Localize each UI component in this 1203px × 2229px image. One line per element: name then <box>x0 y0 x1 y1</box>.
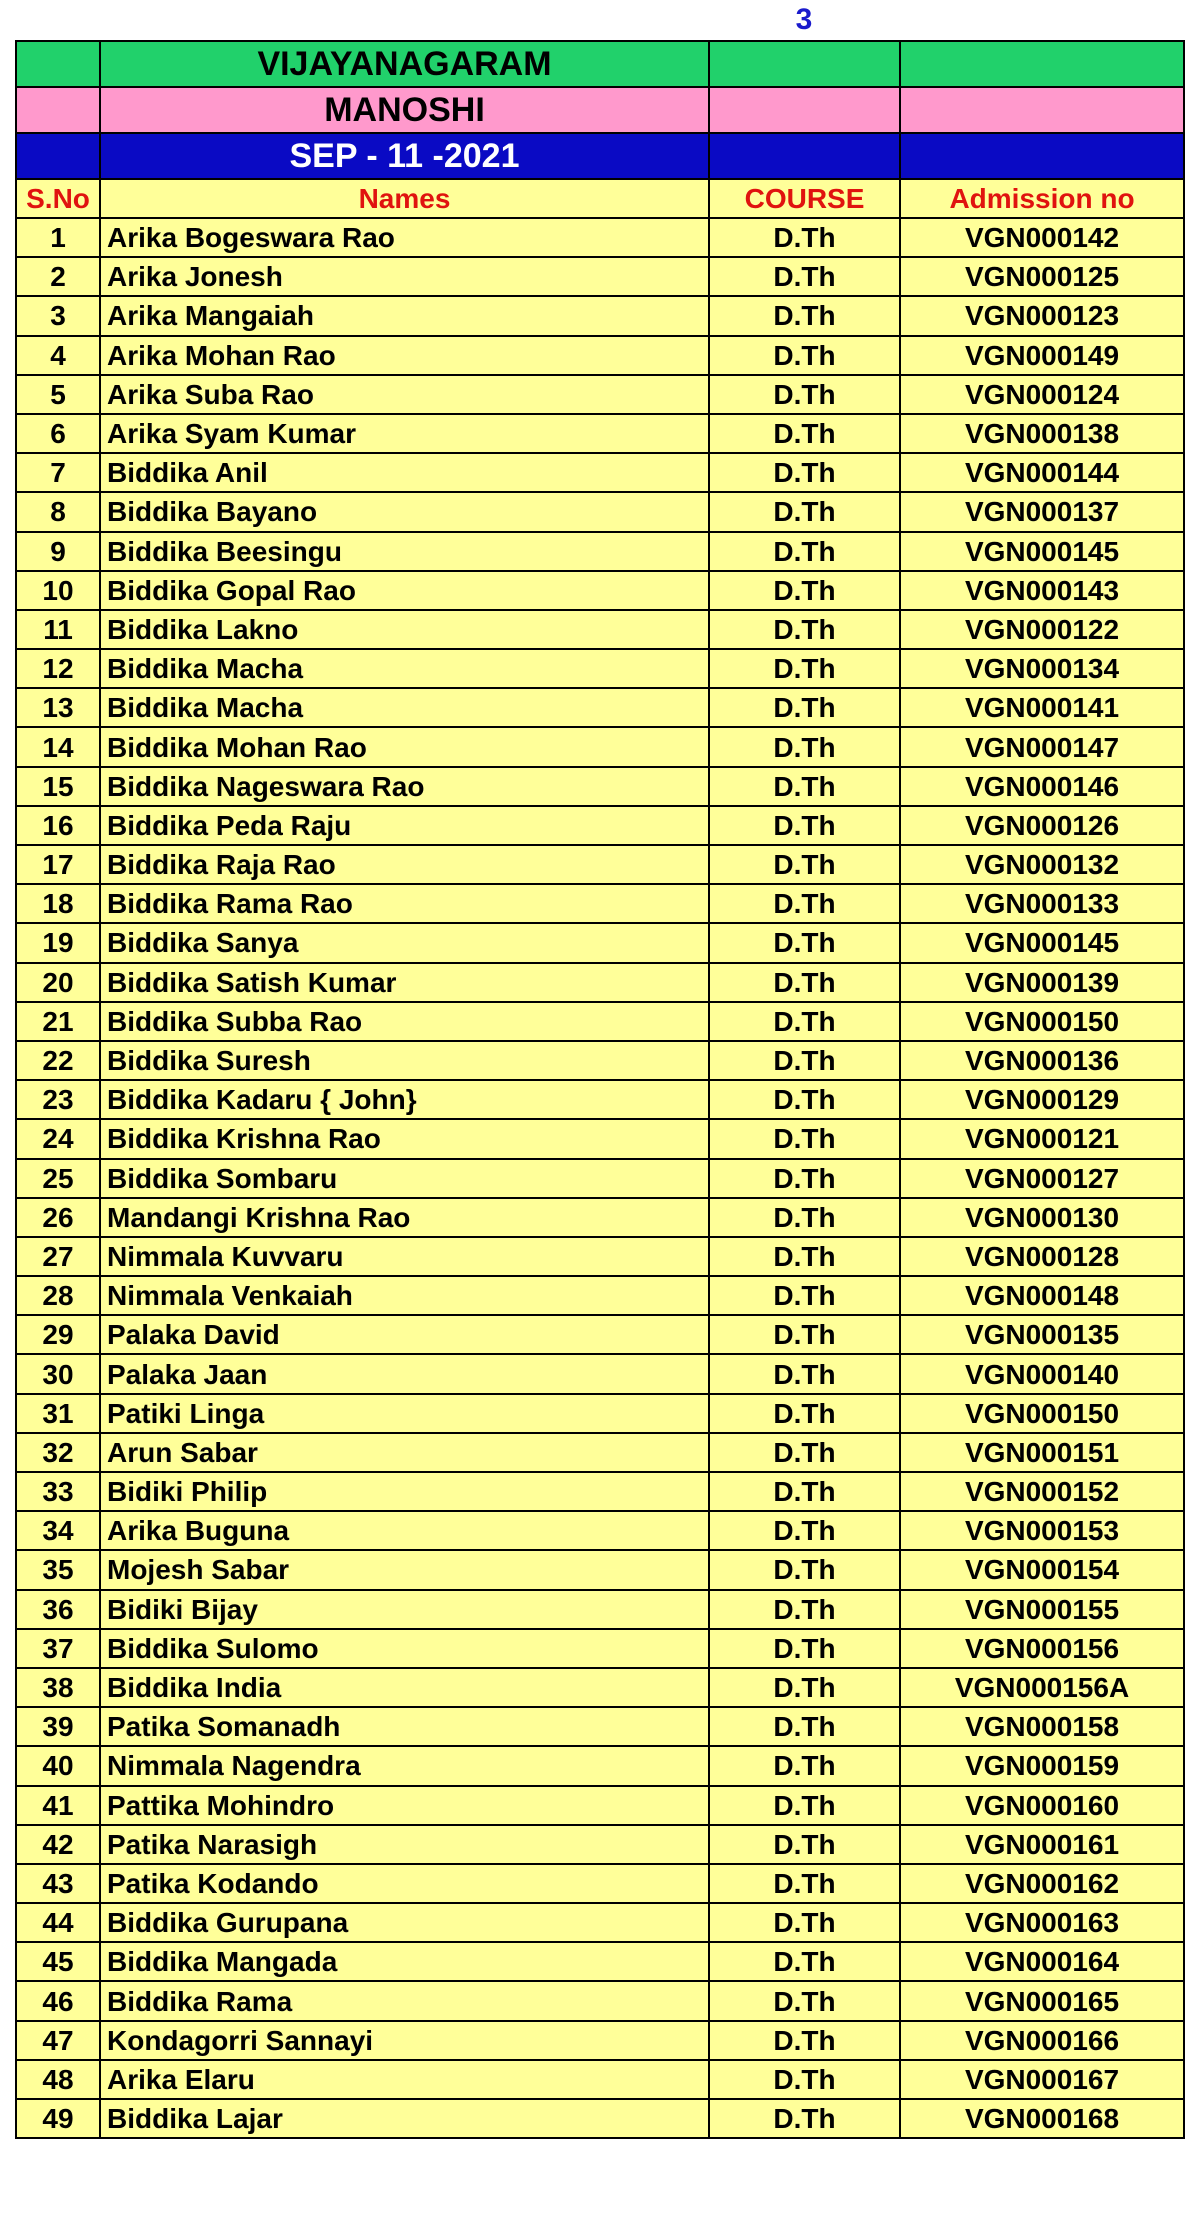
row-admission-no: VGN000156A <box>900 1668 1184 1707</box>
row-sno: 12 <box>16 649 100 688</box>
row-course: D.Th <box>709 884 900 923</box>
table-row <box>16 2099 1184 2138</box>
row-sno: 46 <box>16 1981 100 2020</box>
row-sno: 37 <box>16 1629 100 1668</box>
row-course: D.Th <box>709 1746 900 1785</box>
row-name: Biddika Satish Kumar <box>100 963 709 1002</box>
row-name: Mojesh Sabar <box>100 1550 709 1589</box>
row-name: Arika Bogeswara Rao <box>100 218 709 257</box>
table-row <box>16 688 1184 727</box>
row-course: D.Th <box>709 1198 900 1237</box>
table-row <box>16 1668 1184 1707</box>
table-row <box>16 923 1184 962</box>
date-title: SEP - 11 -2021 <box>100 133 709 179</box>
table-row <box>16 845 1184 884</box>
band-cell-empty <box>709 133 900 179</box>
row-sno: 6 <box>16 414 100 453</box>
row-course: D.Th <box>709 1041 900 1080</box>
row-sno: 15 <box>16 767 100 806</box>
row-sno: 33 <box>16 1472 100 1511</box>
column-header-name: Names <box>100 179 709 218</box>
row-name: Biddika Subba Rao <box>100 1002 709 1041</box>
row-course: D.Th <box>709 571 900 610</box>
row-course: D.Th <box>709 923 900 962</box>
row-sno: 11 <box>16 610 100 649</box>
row-name: Biddika Suresh <box>100 1041 709 1080</box>
row-sno: 23 <box>16 1080 100 1119</box>
row-admission-no: VGN000166 <box>900 2021 1184 2060</box>
row-sno: 43 <box>16 1864 100 1903</box>
row-admission-no: VGN000128 <box>900 1237 1184 1276</box>
table-row <box>16 336 1184 375</box>
row-admission-no: VGN000151 <box>900 1433 1184 1472</box>
row-course: D.Th <box>709 610 900 649</box>
village-band <box>16 87 1184 133</box>
student-table <box>15 40 1185 2139</box>
row-course: D.Th <box>709 1786 900 1825</box>
row-sno: 44 <box>16 1903 100 1942</box>
row-course: D.Th <box>709 257 900 296</box>
table-row <box>16 1433 1184 1472</box>
table-row <box>16 963 1184 1002</box>
row-name: Pattika Mohindro <box>100 1786 709 1825</box>
row-admission-no: VGN000158 <box>900 1707 1184 1746</box>
row-admission-no: VGN000125 <box>900 257 1184 296</box>
row-name: Bidiki Bijay <box>100 1590 709 1629</box>
row-sno: 32 <box>16 1433 100 1472</box>
row-sno: 28 <box>16 1276 100 1315</box>
row-name: Patika Kodando <box>100 1864 709 1903</box>
row-sno: 26 <box>16 1198 100 1237</box>
row-course: D.Th <box>709 727 900 766</box>
row-admission-no: VGN000153 <box>900 1511 1184 1550</box>
row-sno: 14 <box>16 727 100 766</box>
row-admission-no: VGN000150 <box>900 1002 1184 1041</box>
table-row <box>16 532 1184 571</box>
table-body <box>16 41 1184 2138</box>
row-name: Biddika Gurupana <box>100 1903 709 1942</box>
row-admission-no: VGN000130 <box>900 1198 1184 1237</box>
row-admission-no: VGN000159 <box>900 1746 1184 1785</box>
row-course: D.Th <box>709 1707 900 1746</box>
row-course: D.Th <box>709 1354 900 1393</box>
row-course: D.Th <box>709 1825 900 1864</box>
row-name: Arika Mohan Rao <box>100 336 709 375</box>
table-row <box>16 218 1184 257</box>
table-row <box>16 767 1184 806</box>
band-cell-empty <box>709 87 900 133</box>
row-course: D.Th <box>709 1629 900 1668</box>
row-name: Biddika Sombaru <box>100 1159 709 1198</box>
row-name: Biddika Rama Rao <box>100 884 709 923</box>
row-admission-no: VGN000163 <box>900 1903 1184 1942</box>
row-sno: 48 <box>16 2060 100 2099</box>
row-name: Nimmala Kuvvaru <box>100 1237 709 1276</box>
table-row <box>16 884 1184 923</box>
row-course: D.Th <box>709 1394 900 1433</box>
row-admission-no: VGN000154 <box>900 1550 1184 1589</box>
row-sno: 47 <box>16 2021 100 2060</box>
row-name: Arika Mangaiah <box>100 296 709 335</box>
band-cell-empty <box>16 133 100 179</box>
row-name: Biddika Anil <box>100 453 709 492</box>
table-row <box>16 806 1184 845</box>
row-admission-no: VGN000160 <box>900 1786 1184 1825</box>
row-sno: 34 <box>16 1511 100 1550</box>
row-course: D.Th <box>709 414 900 453</box>
band-cell-empty <box>16 41 100 87</box>
row-course: D.Th <box>709 1002 900 1041</box>
row-course: D.Th <box>709 806 900 845</box>
row-name: Biddika India <box>100 1668 709 1707</box>
row-sno: 8 <box>16 492 100 531</box>
table-row <box>16 1786 1184 1825</box>
row-course: D.Th <box>709 1864 900 1903</box>
row-course: D.Th <box>709 1903 900 1942</box>
row-name: Arun Sabar <box>100 1433 709 1472</box>
row-course: D.Th <box>709 1981 900 2020</box>
row-course: D.Th <box>709 492 900 531</box>
row-course: D.Th <box>709 1080 900 1119</box>
row-course: D.Th <box>709 963 900 1002</box>
table-row <box>16 571 1184 610</box>
row-admission-no: VGN000162 <box>900 1864 1184 1903</box>
table-row <box>16 649 1184 688</box>
table-row <box>16 375 1184 414</box>
row-sno: 40 <box>16 1746 100 1785</box>
row-admission-no: VGN000145 <box>900 532 1184 571</box>
row-admission-no: VGN000141 <box>900 688 1184 727</box>
row-sno: 25 <box>16 1159 100 1198</box>
row-course: D.Th <box>709 375 900 414</box>
band-cell-empty <box>900 87 1184 133</box>
row-admission-no: VGN000146 <box>900 767 1184 806</box>
table-row <box>16 2060 1184 2099</box>
row-admission-no: VGN000129 <box>900 1080 1184 1119</box>
table-row <box>16 1590 1184 1629</box>
row-sno: 9 <box>16 532 100 571</box>
row-sno: 7 <box>16 453 100 492</box>
row-name: Biddika Sanya <box>100 923 709 962</box>
row-admission-no: VGN000123 <box>900 296 1184 335</box>
row-name: Arika Suba Rao <box>100 375 709 414</box>
row-sno: 24 <box>16 1119 100 1158</box>
row-sno: 19 <box>16 923 100 962</box>
table-row <box>16 1315 1184 1354</box>
row-sno: 31 <box>16 1394 100 1433</box>
row-name: Biddika Bayano <box>100 492 709 531</box>
row-admission-no: VGN000127 <box>900 1159 1184 1198</box>
row-sno: 30 <box>16 1354 100 1393</box>
row-admission-no: VGN000165 <box>900 1981 1184 2020</box>
row-course: D.Th <box>709 2021 900 2060</box>
table-row <box>16 1119 1184 1158</box>
row-admission-no: VGN000161 <box>900 1825 1184 1864</box>
row-admission-no: VGN000145 <box>900 923 1184 962</box>
table-row <box>16 492 1184 531</box>
row-admission-no: VGN000126 <box>900 806 1184 845</box>
band-cell-empty <box>16 87 100 133</box>
row-admission-no: VGN000122 <box>900 610 1184 649</box>
row-name: Palaka Jaan <box>100 1354 709 1393</box>
row-course: D.Th <box>709 453 900 492</box>
table-row <box>16 1237 1184 1276</box>
table-row <box>16 1041 1184 1080</box>
row-name: Biddika Krishna Rao <box>100 1119 709 1158</box>
table-row <box>16 257 1184 296</box>
row-admission-no: VGN000156 <box>900 1629 1184 1668</box>
row-admission-no: VGN000135 <box>900 1315 1184 1354</box>
row-admission-no: VGN000136 <box>900 1041 1184 1080</box>
row-sno: 16 <box>16 806 100 845</box>
row-name: Kondagorri Sannayi <box>100 2021 709 2060</box>
table-row <box>16 727 1184 766</box>
column-header-course: COURSE <box>709 179 900 218</box>
row-sno: 21 <box>16 1002 100 1041</box>
row-name: Palaka David <box>100 1315 709 1354</box>
row-sno: 2 <box>16 257 100 296</box>
row-admission-no: VGN000147 <box>900 727 1184 766</box>
row-sno: 49 <box>16 2099 100 2138</box>
row-admission-no: VGN000132 <box>900 845 1184 884</box>
row-course: D.Th <box>709 2099 900 2138</box>
table-row <box>16 1080 1184 1119</box>
row-course: D.Th <box>709 296 900 335</box>
table-row <box>16 1629 1184 1668</box>
row-course: D.Th <box>709 218 900 257</box>
row-name: Biddika Mangada <box>100 1942 709 1981</box>
row-sno: 4 <box>16 336 100 375</box>
row-name: Arika Buguna <box>100 1511 709 1550</box>
table-row <box>16 1198 1184 1237</box>
row-admission-no: VGN000139 <box>900 963 1184 1002</box>
table-row <box>16 414 1184 453</box>
table-row <box>16 2021 1184 2060</box>
row-admission-no: VGN000167 <box>900 2060 1184 2099</box>
table-row <box>16 1159 1184 1198</box>
table-row <box>16 1981 1184 2020</box>
table-row <box>16 1707 1184 1746</box>
row-sno: 1 <box>16 218 100 257</box>
table-row <box>16 1864 1184 1903</box>
row-name: Patika Somanadh <box>100 1707 709 1746</box>
row-admission-no: VGN000155 <box>900 1590 1184 1629</box>
row-admission-no: VGN000138 <box>900 414 1184 453</box>
row-name: Biddika Macha <box>100 649 709 688</box>
row-sno: 41 <box>16 1786 100 1825</box>
table-row <box>16 1276 1184 1315</box>
district-band <box>16 41 1184 87</box>
row-sno: 22 <box>16 1041 100 1080</box>
row-admission-no: VGN000148 <box>900 1276 1184 1315</box>
row-sno: 27 <box>16 1237 100 1276</box>
row-name: Mandangi Krishna Rao <box>100 1198 709 1237</box>
row-name: Bidiki Philip <box>100 1472 709 1511</box>
column-header-row <box>16 179 1184 218</box>
row-admission-no: VGN000164 <box>900 1942 1184 1981</box>
row-sno: 3 <box>16 296 100 335</box>
row-sno: 36 <box>16 1590 100 1629</box>
row-name: Arika Elaru <box>100 2060 709 2099</box>
row-admission-no: VGN000144 <box>900 453 1184 492</box>
table-row <box>16 1394 1184 1433</box>
table-row <box>16 1354 1184 1393</box>
row-course: D.Th <box>709 336 900 375</box>
village-title: MANOSHI <box>100 87 709 133</box>
row-sno: 20 <box>16 963 100 1002</box>
column-header-sno: S.No <box>16 179 100 218</box>
row-name: Biddika Peda Raju <box>100 806 709 845</box>
row-admission-no: VGN000142 <box>900 218 1184 257</box>
row-sno: 38 <box>16 1668 100 1707</box>
row-course: D.Th <box>709 1511 900 1550</box>
row-name: Patika Narasigh <box>100 1825 709 1864</box>
table-row <box>16 1002 1184 1041</box>
row-sno: 39 <box>16 1707 100 1746</box>
row-course: D.Th <box>709 1159 900 1198</box>
row-name: Biddika Raja Rao <box>100 845 709 884</box>
row-name: Arika Syam Kumar <box>100 414 709 453</box>
row-course: D.Th <box>709 1433 900 1472</box>
row-admission-no: VGN000134 <box>900 649 1184 688</box>
row-course: D.Th <box>709 532 900 571</box>
row-name: Biddika Sulomo <box>100 1629 709 1668</box>
row-name: Biddika Beesingu <box>100 532 709 571</box>
row-course: D.Th <box>709 1942 900 1981</box>
table-row <box>16 453 1184 492</box>
row-name: Biddika Kadaru { John} <box>100 1080 709 1119</box>
table-row <box>16 1942 1184 1981</box>
row-sno: 18 <box>16 884 100 923</box>
table-row <box>16 296 1184 335</box>
row-name: Nimmala Venkaiah <box>100 1276 709 1315</box>
row-sno: 42 <box>16 1825 100 1864</box>
row-sno: 45 <box>16 1942 100 1981</box>
row-course: D.Th <box>709 1276 900 1315</box>
table-row <box>16 1825 1184 1864</box>
table-row <box>16 1511 1184 1550</box>
row-name: Biddika Macha <box>100 688 709 727</box>
row-admission-no: VGN000140 <box>900 1354 1184 1393</box>
row-name: Biddika Rama <box>100 1981 709 2020</box>
row-name: Biddika Lajar <box>100 2099 709 2138</box>
row-course: D.Th <box>709 1119 900 1158</box>
row-admission-no: VGN000149 <box>900 336 1184 375</box>
row-course: D.Th <box>709 845 900 884</box>
row-admission-no: VGN000150 <box>900 1394 1184 1433</box>
row-course: D.Th <box>709 649 900 688</box>
page-number: 3 <box>795 3 813 36</box>
row-course: D.Th <box>709 1315 900 1354</box>
row-sno: 10 <box>16 571 100 610</box>
row-name: Biddika Lakno <box>100 610 709 649</box>
row-sno: 17 <box>16 845 100 884</box>
band-cell-empty <box>900 133 1184 179</box>
table-row <box>16 1550 1184 1589</box>
row-admission-no: VGN000133 <box>900 884 1184 923</box>
date-band <box>16 133 1184 179</box>
row-name: Biddika Mohan Rao <box>100 727 709 766</box>
row-admission-no: VGN000168 <box>900 2099 1184 2138</box>
row-course: D.Th <box>709 767 900 806</box>
row-admission-no: VGN000152 <box>900 1472 1184 1511</box>
band-cell-empty <box>900 41 1184 87</box>
row-admission-no: VGN000137 <box>900 492 1184 531</box>
row-sno: 5 <box>16 375 100 414</box>
row-course: D.Th <box>709 1550 900 1589</box>
table-row <box>16 1472 1184 1511</box>
row-admission-no: VGN000143 <box>900 571 1184 610</box>
row-name: Biddika Nageswara Rao <box>100 767 709 806</box>
table-row <box>16 1746 1184 1785</box>
row-course: D.Th <box>709 2060 900 2099</box>
row-admission-no: VGN000124 <box>900 375 1184 414</box>
row-course: D.Th <box>709 1472 900 1511</box>
row-sno: 35 <box>16 1550 100 1589</box>
table-row <box>16 610 1184 649</box>
column-header-admission: Admission no <box>900 179 1184 218</box>
row-name: Arika Jonesh <box>100 257 709 296</box>
row-admission-no: VGN000121 <box>900 1119 1184 1158</box>
row-course: D.Th <box>709 1237 900 1276</box>
district-title: VIJAYANAGARAM <box>100 41 709 87</box>
row-name: Biddika Gopal Rao <box>100 571 709 610</box>
row-sno: 29 <box>16 1315 100 1354</box>
row-course: D.Th <box>709 688 900 727</box>
band-cell-empty <box>709 41 900 87</box>
row-name: Nimmala Nagendra <box>100 1746 709 1785</box>
row-sno: 13 <box>16 688 100 727</box>
row-course: D.Th <box>709 1590 900 1629</box>
row-name: Patiki Linga <box>100 1394 709 1433</box>
table-row <box>16 1903 1184 1942</box>
row-course: D.Th <box>709 1668 900 1707</box>
